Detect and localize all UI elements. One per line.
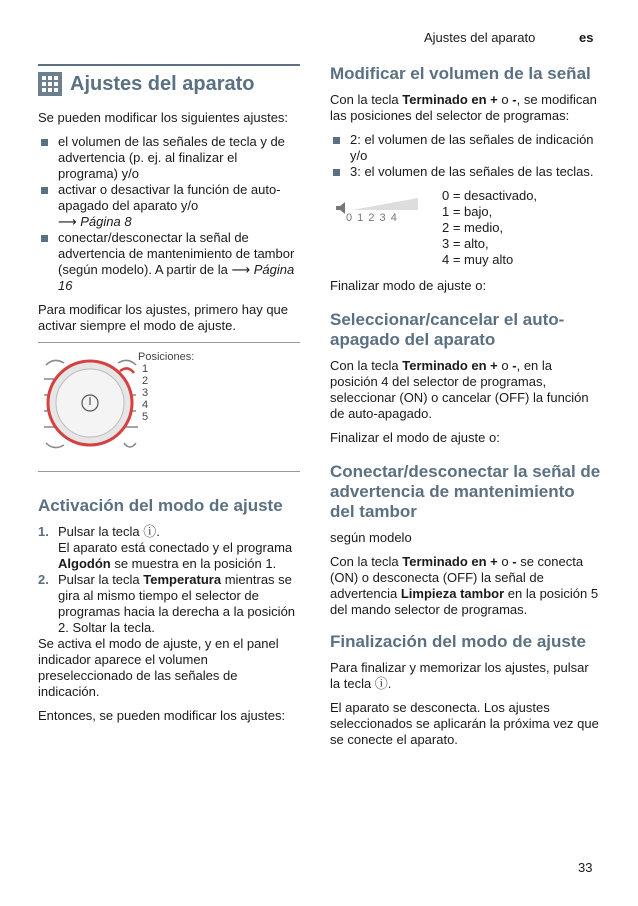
end-mode-text-1: Para finalizar y memorizar los ajustes, pulsar la tecla ⓘ. xyxy=(330,660,589,691)
volume-list xyxy=(330,132,602,180)
page-title xyxy=(38,64,300,96)
left-column xyxy=(38,64,300,732)
list-item: 2: el volumen de las señales de indicación y/o xyxy=(330,132,602,164)
step-item: 2. Pulsar la tecla Temperatura mientras se gira al mismo tiempo el selector de programas hacia la derecha a la posición 2. Soltar la tecla. xyxy=(38,572,296,635)
positions-legend: Posiciones: 1 2 3 4 5 xyxy=(138,351,195,423)
drum-text: Con la tecla Terminado en + o - se conecta (ON) o desconecta (OFF) la señal de advertencia Limpieza tambor en la posición 5 del mando selector de programas. xyxy=(330,554,599,617)
heading-drum-signal: Conectar/desconectar la señal de advertencia de mantenimiento del tambor xyxy=(330,462,601,521)
list-item: activar o desactivar la función de auto-apagado del aparato y/o ⟶ Página 8 xyxy=(38,182,300,230)
heading-auto-off: Seleccionar/cancelar el auto-apagado del aparato xyxy=(330,310,565,349)
step-item: 1. Pulsar la tecla ⓘ. El aparato está conectado y el programa Algodón se muestra en la posición 1. xyxy=(38,524,293,571)
modify-instruction: Para modificar los ajustes, primero hay que activar siempre el modo de ajuste. xyxy=(38,302,289,333)
header-language: es xyxy=(579,30,594,45)
arrow-icon: ⟶ xyxy=(58,214,77,229)
end-text: Finalizar el modo de ajuste o: xyxy=(330,430,500,445)
list-item: 3: el volumen de las señales de las teclas. xyxy=(330,164,602,180)
volume-text: Con la tecla Terminado en + o -, se modifican las posiciones del selector de programas: xyxy=(330,92,597,123)
heading-activation: Activación del modo de ajuste xyxy=(38,496,283,515)
arrow-icon: ⟶ xyxy=(231,262,251,277)
heading-volume: Modificar el volumen de la señal xyxy=(330,64,591,83)
positions-label: Posiciones: xyxy=(138,351,195,363)
page-title-text: Ajustes del aparato xyxy=(70,73,255,95)
list-item: el volumen de las señales de tecla y de advertencia (p. ej. al finalizar el programa) y/o xyxy=(38,134,300,182)
drum-model-note: según modelo xyxy=(330,530,412,545)
program-selector-figure xyxy=(38,342,300,472)
right-column xyxy=(330,64,602,756)
volume-scale-figure xyxy=(330,188,602,267)
auto-off-text: Con la tecla Terminado en + o -, en la posición 4 del selector de programas, seleccionar (ON) o cancelar (OFF) la función de auto-apagado. xyxy=(330,358,589,421)
page-number: 33 xyxy=(578,860,593,875)
end-text: Finalizar modo de ajuste o: xyxy=(330,278,487,293)
intro-text: Se pueden modificar los siguientes ajustes: xyxy=(38,110,289,125)
list-item: conectar/desconectar la señal de advertencia de mantenimiento de tambor (según modelo). A partir de la ⟶ Página 16 xyxy=(38,230,300,294)
page-header xyxy=(0,30,638,50)
volume-levels: 0 = desactivado, 1 = bajo, 2 = medio, 3 = alto, 4 = muy alto xyxy=(442,188,538,267)
then-text: Entonces, se pueden modificar los ajustes: xyxy=(38,708,286,723)
header-section-title: Ajustes del aparato xyxy=(424,30,536,45)
activation-steps xyxy=(38,524,300,636)
settings-list xyxy=(38,134,300,294)
settings-grid-icon xyxy=(38,72,62,96)
heading-end-mode: Finalización del modo de ajuste xyxy=(330,632,586,651)
end-mode-text-2: El aparato se desconecta. Los ajustes seleccionados se aplicarán la próxima vez que se conecte el aparato. xyxy=(330,700,599,747)
volume-scale-digits: 0 1 2 3 4 xyxy=(346,212,398,224)
page-link[interactable]: Página 8 xyxy=(80,214,132,229)
active-mode-text: Se activa el modo de ajuste, y en el panel indicador aparece el volumen preseleccionado de las señales de indicación. xyxy=(38,636,279,699)
page-link[interactable]: Página 16 xyxy=(58,262,295,293)
